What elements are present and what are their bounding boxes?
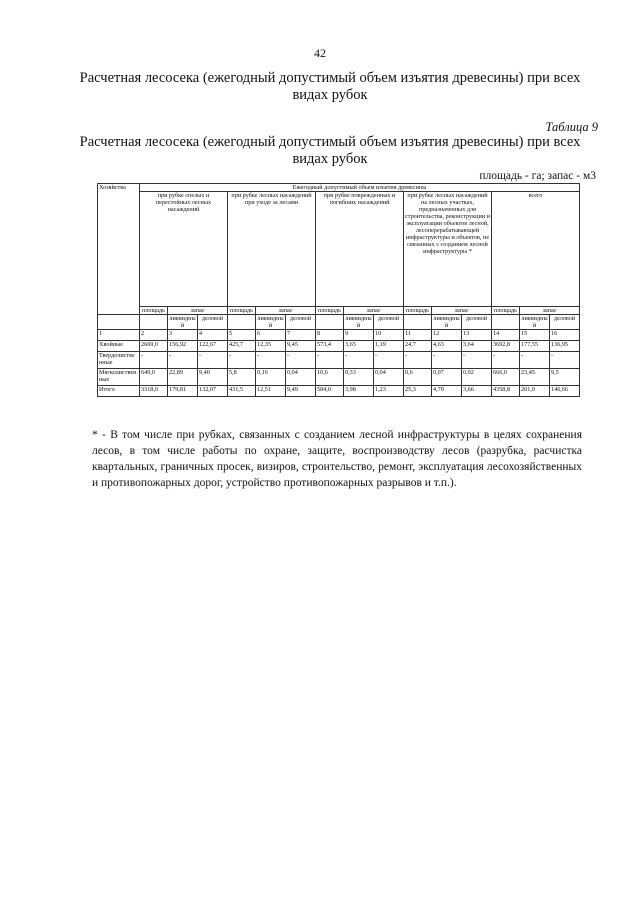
cell: - bbox=[462, 352, 492, 369]
cell: 425,7 bbox=[228, 341, 256, 352]
cell: 9,5 bbox=[550, 369, 580, 386]
column-number: 16 bbox=[550, 330, 580, 341]
cell: - bbox=[374, 352, 404, 369]
header-liquid: ликвидный bbox=[433, 315, 460, 329]
cell: - bbox=[286, 352, 316, 369]
column-number-row bbox=[98, 330, 580, 341]
header-business: деловой bbox=[550, 315, 580, 330]
column-number: 6 bbox=[256, 330, 286, 341]
header-business: деловой bbox=[374, 315, 404, 330]
cell: 25,3 bbox=[404, 386, 432, 397]
column-number: 8 bbox=[316, 330, 344, 341]
header-area: площадь bbox=[228, 307, 256, 315]
column-number: 10 bbox=[374, 330, 404, 341]
cell: 666,0 bbox=[492, 369, 520, 386]
row-name: Мягколиственные bbox=[98, 369, 140, 386]
cell: 0,04 bbox=[374, 369, 404, 386]
cell: 1,23 bbox=[374, 386, 404, 397]
column-number: 11 bbox=[404, 330, 432, 341]
header-liquid: ликвидный bbox=[521, 315, 548, 329]
table-label: Таблица 9 bbox=[545, 120, 598, 134]
row-name: Твердолиственные bbox=[98, 352, 140, 369]
column-number: 3 bbox=[168, 330, 198, 341]
header-area: площадь bbox=[492, 307, 520, 315]
column-number: 4 bbox=[198, 330, 228, 341]
units-note: площадь - га; запас - м3 bbox=[479, 170, 596, 182]
header-liquid: ликвидный bbox=[169, 315, 196, 329]
cell: 4,70 bbox=[432, 386, 462, 397]
column-number: 2 bbox=[140, 330, 168, 341]
table-row-total bbox=[98, 386, 580, 397]
header-group-infrastructure: при рубке лесных насаждений на лесных участках, предназначенных для строительства, реконструкции и эксплуатации объектов лесной, лесоперерабатывающей инфраструктуры и объектов, не связанных с созданием лесной инфраструктуры * bbox=[404, 192, 492, 307]
column-number: 9 bbox=[344, 330, 374, 341]
cell: 0,04 bbox=[286, 369, 316, 386]
header-group-total: всего bbox=[492, 192, 580, 307]
cell: - bbox=[550, 352, 580, 369]
header-stock: запас bbox=[168, 307, 228, 315]
cell: 12,35 bbox=[256, 341, 286, 352]
cell: - bbox=[198, 352, 228, 369]
table-title: Расчетная лесосека (ежегодный допустимый объем изъятия древесины) при всех видах рубок bbox=[79, 134, 581, 167]
header-business: деловой bbox=[198, 315, 228, 330]
cell: 146,66 bbox=[550, 386, 580, 397]
page-number: 42 bbox=[314, 46, 326, 60]
cell: - bbox=[316, 352, 344, 369]
cell: 0,6 bbox=[404, 369, 432, 386]
cell: 9,49 bbox=[286, 386, 316, 397]
cell: 0,07 bbox=[432, 369, 462, 386]
cell: 573,4 bbox=[316, 341, 344, 352]
cell: - bbox=[256, 352, 286, 369]
header-area: площадь bbox=[316, 307, 344, 315]
cell: 201,0 bbox=[520, 386, 550, 397]
cell: 122,67 bbox=[198, 341, 228, 352]
cell: 3,65 bbox=[344, 341, 374, 352]
column-number: 15 bbox=[520, 330, 550, 341]
cell: - bbox=[492, 352, 520, 369]
column-number: 7 bbox=[286, 330, 316, 341]
cell: - bbox=[140, 352, 168, 369]
header-liquid: ликвидный bbox=[257, 315, 284, 329]
footnote: * - В том числе при рубках, связанных с созданием лесной инфраструктуры в целях сохранения лесов, в том числе работы по охране, защите, воспроизводству лесов (разрубка, расчистка квартальных, граничных просек, визиров, строительство, ремонт, эксплуатация лесохозяйственных и противопожарных дорог, устройство противопожарных разрывов и т.п.). bbox=[92, 429, 582, 489]
row-name: Итого bbox=[98, 386, 140, 397]
cell: 179,81 bbox=[168, 386, 198, 397]
cell: 1,19 bbox=[374, 341, 404, 352]
cell: 584,0 bbox=[316, 386, 344, 397]
cell: 3,98 bbox=[344, 386, 374, 397]
header-farms: Хозяйства bbox=[98, 184, 140, 315]
cell: 4358,8 bbox=[492, 386, 520, 397]
cell: 3692,8 bbox=[492, 341, 520, 352]
cell: - bbox=[432, 352, 462, 369]
header-stock: запас bbox=[520, 307, 580, 315]
header-main: Ежегодный допустимый объем изъятия древесины bbox=[140, 184, 580, 192]
header-area: площадь bbox=[404, 307, 432, 315]
column-number: 14 bbox=[492, 330, 520, 341]
cell: 0,16 bbox=[256, 369, 286, 386]
cell: 0,33 bbox=[344, 369, 374, 386]
column-number: 1 bbox=[98, 330, 140, 341]
header-stock: запас bbox=[344, 307, 404, 315]
cell: 3,64 bbox=[462, 341, 492, 352]
cell: 9,40 bbox=[198, 369, 228, 386]
cutting-volume-table bbox=[97, 183, 580, 397]
cell: 177,55 bbox=[520, 341, 550, 352]
cell: 2669,0 bbox=[140, 341, 168, 352]
table-row-softwood bbox=[98, 369, 580, 386]
header-stock: запас bbox=[256, 307, 316, 315]
header-liquid: ликвидный bbox=[345, 315, 372, 329]
cell: 136,95 bbox=[550, 341, 580, 352]
cell: 22,89 bbox=[168, 369, 198, 386]
cell: 4,63 bbox=[432, 341, 462, 352]
header-group-damaged: при рубке поврежденных и погибших насаждений bbox=[316, 192, 404, 307]
cell: 12,51 bbox=[256, 386, 286, 397]
cell: 9,45 bbox=[286, 341, 316, 352]
cell: - bbox=[168, 352, 198, 369]
row-name: Хвойные bbox=[98, 341, 140, 352]
header-area: площадь bbox=[140, 307, 168, 315]
cell: - bbox=[344, 352, 374, 369]
header-group-mature: при рубке спелых и перестойных лесных насаждений bbox=[140, 192, 228, 307]
header-business: деловой bbox=[286, 315, 316, 330]
cell: 23,45 bbox=[520, 369, 550, 386]
cell: - bbox=[404, 352, 432, 369]
column-number: 13 bbox=[462, 330, 492, 341]
document-title: Расчетная лесосека (ежегодный допустимый объем изъятия древесины) при всех видах рубок bbox=[79, 70, 581, 103]
table-row-hardwood bbox=[98, 352, 580, 369]
cell: 24,7 bbox=[404, 341, 432, 352]
table-row-coniferous bbox=[98, 341, 580, 352]
cell: - bbox=[520, 352, 550, 369]
cell: 3,66 bbox=[462, 386, 492, 397]
cell: 10,6 bbox=[316, 369, 344, 386]
cell: - bbox=[228, 352, 256, 369]
cell: 0,02 bbox=[462, 369, 492, 386]
header-business: деловой bbox=[462, 315, 492, 330]
column-number: 12 bbox=[432, 330, 462, 341]
header-stock: запас bbox=[432, 307, 492, 315]
cell: 5,8 bbox=[228, 369, 256, 386]
cell: 431,5 bbox=[228, 386, 256, 397]
column-number: 5 bbox=[228, 330, 256, 341]
cell: 132,07 bbox=[198, 386, 228, 397]
header-group-care: при рубке лесных насаждений при уходе за лесами bbox=[228, 192, 316, 307]
cell: 649,0 bbox=[140, 369, 168, 386]
cell: 156,92 bbox=[168, 341, 198, 352]
cell: 3318,0 bbox=[140, 386, 168, 397]
